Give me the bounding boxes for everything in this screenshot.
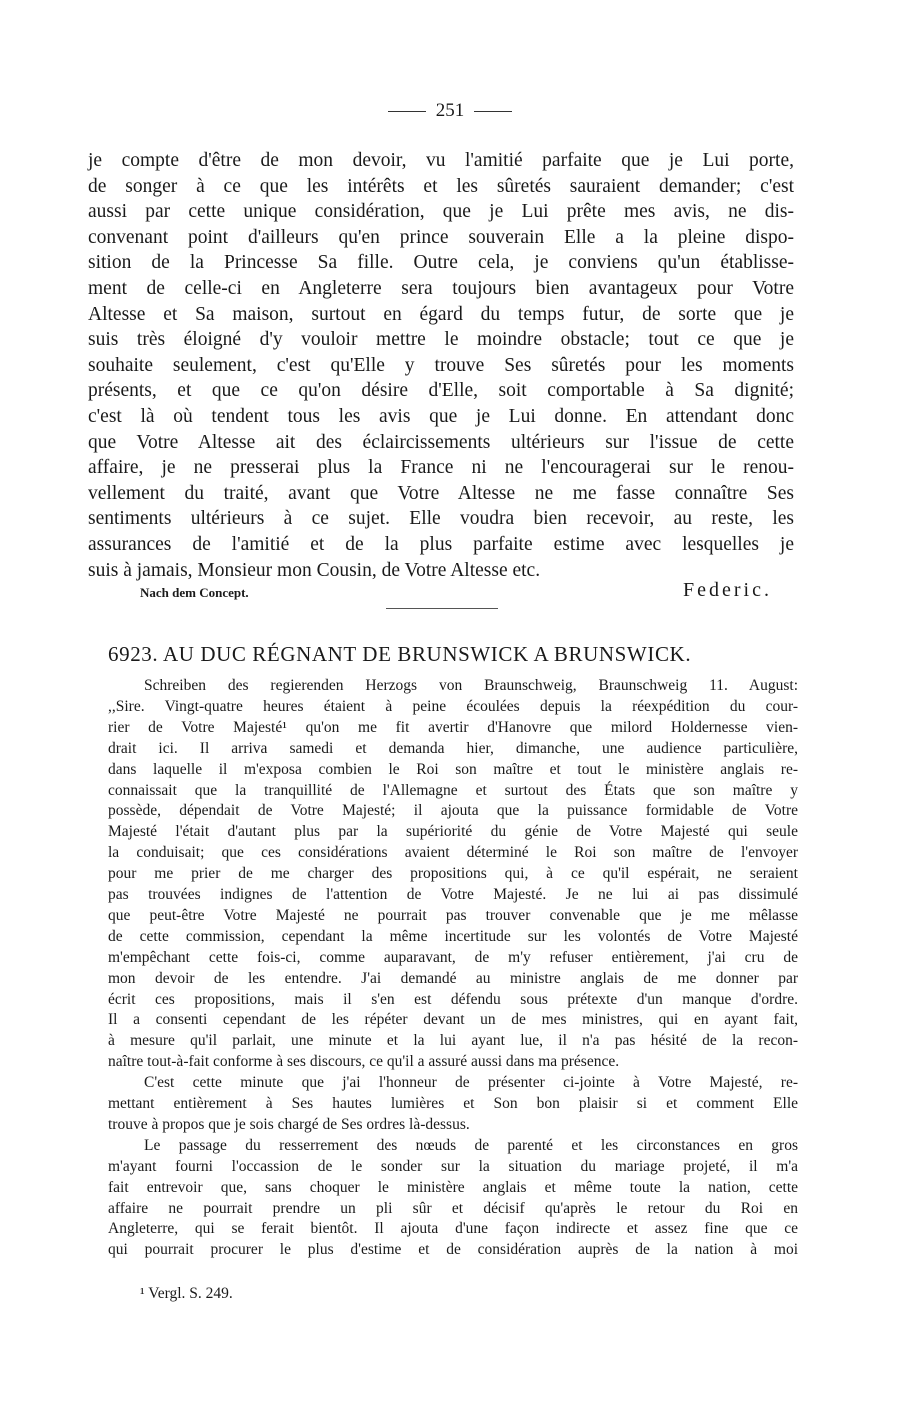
- source-note: Nach dem Concept.: [140, 585, 249, 600]
- signature-block: [140, 579, 772, 601]
- body-line: rier de Votre Majesté¹ qu'on me fit avertir d'Hanovre que milord Holdernesse vien-: [108, 718, 798, 736]
- letter-line: assurances de l'amitié et de la plus parfaite estime avec lesquelles je: [88, 534, 794, 555]
- section-divider: [386, 608, 498, 609]
- letter-line: convenant point d'ailleurs qu'en prince souverain Elle a la pleine dispo-: [88, 226, 794, 248]
- body-line: pas trouvées indignes de l'attention de Votre Majesté. Je ne lui ai pas dissimulé: [108, 886, 798, 903]
- body-line: pour me prier de me charger des propositions qui, à ce qu'il espérait, ne seraient: [108, 865, 798, 883]
- body-line: de cette commission, cependant la même incertitude sur les volontés de Votre Majesté: [108, 927, 798, 945]
- body-line: mon devoir de les entendre. J'ai demandé au ministre anglais de me donner par: [108, 969, 798, 987]
- body-line: ,,Sire. Vingt-quatre heures étaient à peine écoulées depuis la réexpédition du cour-: [108, 697, 798, 715]
- letter-line: je compte d'être de mon devoir, vu l'amitié parfaite que je Lui porte,: [88, 150, 794, 171]
- footnote: ¹ Vergl. S. 249.: [140, 1285, 233, 1302]
- letter-line: sition de la Princesse Sa fille. Outre cela, je conviens qu'un établisse-: [88, 252, 794, 274]
- body-line: écrit ces propositions, mais il s'en est défendu sous prétexte d'un manque d'ordre.: [108, 990, 798, 1008]
- letter-line: aussi par cette unique considération, que je Lui prête mes avis, ne dis-: [88, 201, 794, 223]
- page-number: 251: [435, 100, 465, 121]
- body-line: naître tout-à-fait conforme à ses discours, ce qu'il a assuré aussi dans ma présence.: [108, 1053, 620, 1071]
- body-line: Le passage du resserrement des nœuds de parenté et les circonstances en gros: [144, 1136, 798, 1154]
- body-line: à mesure qu'il parlait, une minute et la lui ayant lue, il n'a pas hésité de la recon-: [108, 1032, 798, 1050]
- page-number-line: [0, 100, 900, 122]
- letter-line: de songer à ce que les intérêts et les sûretés sauraient demander; c'est: [88, 175, 794, 197]
- body-line: possède, dépendait de Votre Majesté; il ajouta que la puissance formidable de Votre: [108, 802, 798, 820]
- page-number-dash-left: [388, 111, 426, 112]
- body-line: affaire ne pourrait prendre un pli sûr et décisif qu'après le retour du Roi en: [108, 1199, 798, 1217]
- signature: Federic.: [683, 579, 772, 601]
- body-line: connaissait que la tranquillité de l'Allemagne et surtout des États que son maître y: [108, 781, 798, 799]
- letter-line: souhaite seulement, c'est qu'Elle y trouve Ses sûretés pour les moments: [88, 354, 794, 376]
- document-heading: 6923. AU DUC RÉGNANT DE BRUNSWICK A BRUNSWICK.: [108, 642, 692, 666]
- letter-line: ment de celle-ci en Angleterre sera toujours bien avantageux pour Votre: [88, 278, 794, 299]
- letter-line: vellement du traité, avant que Votre Altesse ne me fasse connaître Ses: [88, 482, 794, 504]
- body-line: m'empêchant cette fois-ci, comme auparavant, de m'y refuser entièrement, j'ai cru de: [108, 948, 798, 966]
- letter-line: affaire, je ne presserai plus la France ni ne l'encouragerai sur le renou-: [88, 457, 794, 479]
- body-line: trouve à propos que je sois chargé de Ses ordres là-dessus.: [108, 1115, 470, 1133]
- body-line: Schreiben des regierenden Herzogs von Braunschweig, Braunschweig 11. August:: [144, 677, 798, 694]
- body-line: dans laquelle il m'exposa combien le Roi son maître et tout le ministère anglais re-: [108, 760, 798, 778]
- body-line: fait entrevoir que, sans choquer le ministère anglais et même toute la nation, cette: [108, 1178, 798, 1196]
- body-line: que peut-être Votre Majesté ne pourrait pas trouver convenable que je me mêlasse: [108, 906, 798, 924]
- letter-line: c'est là où tendent tous les avis que je Lui donne. En attendant donc: [88, 406, 794, 427]
- body-line: Angleterre, qui se ferait bientôt. Il ajouta d'une façon indirecte et assez fine que ce: [108, 1220, 798, 1238]
- body-line: qui pourrait procurer le plus d'estime et de considération auprès de la nation à moi: [108, 1241, 798, 1259]
- body-line: C'est cette minute que j'ai l'honneur de présenter ci-jointe à Votre Majesté, re-: [144, 1074, 798, 1092]
- letter-line: présents, et que ce qu'on désire d'Elle, soit comportable à Sa dignité;: [88, 380, 794, 402]
- body-line: Majesté l'était d'autant plus par la supériorité du génie de Votre Majesté qui seule: [108, 823, 798, 841]
- body-line: la conduisait; que ces considérations avaient déterminé le Roi son maître de l'envoyer: [108, 844, 798, 862]
- letter-line: suis à jamais, Monsieur mon Cousin, de Votre Altesse etc.: [88, 559, 541, 581]
- body-line: mettant entièrement à Ses hautes lumières et Son bon plaisir si et comment Elle: [108, 1095, 798, 1112]
- body-line: m'ayant fourni l'occassion de le sonder sur la situation du mariage projeté, il m'a: [108, 1157, 798, 1175]
- letter-line: suis très éloigné d'y vouloir mettre le moindre obstacle; tout ce que je: [88, 329, 794, 351]
- body-line: Il a consenti cependant de les répéter devant un de mes ministres, qui en ayant fait,: [108, 1011, 798, 1029]
- body-line: drait ici. Il arriva samedi et demanda hier, dimanche, une audience particulière,: [108, 739, 798, 757]
- page-number-dash-right: [474, 111, 512, 112]
- letter-line: Altesse et Sa maison, surtout en égard du temps futur, de sorte que je: [88, 303, 794, 325]
- letter-line: sentiments ultérieurs à ce sujet. Elle voudra bien recevoir, au reste, les: [88, 508, 794, 530]
- letter-line: que Votre Altesse ait des éclaircissements ultérieurs sur l'issue de cette: [88, 431, 794, 453]
